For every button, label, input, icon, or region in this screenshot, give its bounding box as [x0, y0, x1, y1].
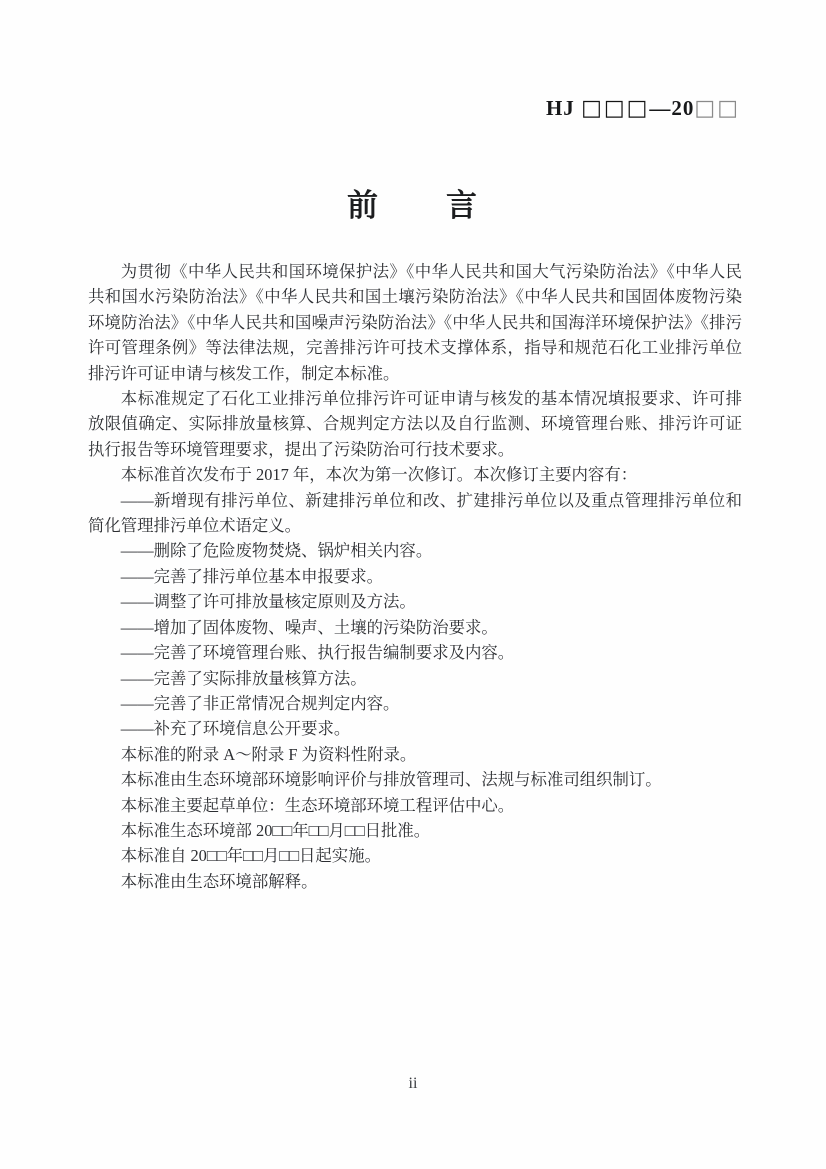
doc-number-year: —20 [649, 96, 695, 120]
scope-paragraph: 本标准规定了石化工业排污单位排污许可证申请与核发的基本情况填报要求、许可排放限值确定、实际排放量核算、合规判定方法以及自行监测、环境管理台账、排污许可证执行报告等环境管理要求，提出了污染防治可行技术要求。 [88, 389, 742, 459]
revision-item: ——完善了环境管理台账、执行报告编制要求及内容。 [120, 643, 515, 663]
standard-note-organizer: 本标准由生态环境部环境影响评价与排放管理司、法规与标准司组织制订。 [120, 770, 662, 790]
revision-item: ——调整了许可排放量核定原则及方法。 [120, 592, 416, 612]
revision-item: ——删除了危险废物焚烧、锅炉相关内容。 [120, 541, 433, 561]
revision-intro-paragraph: 本标准首次发布于 2017 年，本次为第一次修订。本次修订主要内容有： [120, 465, 638, 485]
revision-item: ——新增现有排污单位、新建排污单位和改、扩建排污单位以及重点管理排污单位和简化管理排污单位术语定义。 [88, 490, 742, 536]
preface-body [88, 259, 742, 894]
preamble-paragraph: 为贯彻《中华人民共和国环境保护法》《中华人民共和国大气污染防治法》《中华人民共和国水污染防治法》《中华人民共和国土壤污染防治法》《中华人民共和国固体废物污染环境防治法》《中华人民共和国噪声污染防治法》《中华人民共和国海洋环境保护法》《排污许可管理条例》等法律法规，完善排污许可技术支撑体系，指导和规范石化工业排污单位排污许可证申请与核发工作，制定本标准。 [88, 262, 742, 383]
standard-note-interpretation: 本标准由生态环境部解释。 [120, 871, 318, 891]
standard-note-approval-date: 本标准生态环境部 20□□年□□月□□日批准。 [120, 820, 431, 840]
page-title: 前 言 [347, 188, 479, 223]
revision-item: ——增加了固体废物、噪声、土壤的污染防治要求。 [120, 617, 498, 637]
revision-item: ——补充了环境信息公开要求。 [120, 719, 351, 739]
doc-number-placeholder-boxes: □□□ [581, 96, 650, 121]
standard-note-effective-date: 本标准自 20□□年□□月□□日起实施。 [120, 846, 381, 866]
standard-note-drafter: 本标准主要起草单位：生态环境部环境工程评估中心。 [120, 795, 515, 815]
doc-number [546, 96, 740, 121]
revision-item: ——完善了非正常情况合规判定内容。 [120, 693, 400, 713]
doc-number-prefix: HJ [545, 96, 575, 120]
page-number: ii [408, 1075, 418, 1092]
revision-item: ——完善了排污单位基本申报要求。 [120, 566, 384, 586]
revision-item: ——完善了实际排放量核算方法。 [120, 668, 367, 688]
standard-note-appendix: 本标准的附录 A～附录 F 为资料性附录。 [120, 744, 417, 764]
doc-number-year-placeholder-boxes: □□ [694, 96, 740, 121]
